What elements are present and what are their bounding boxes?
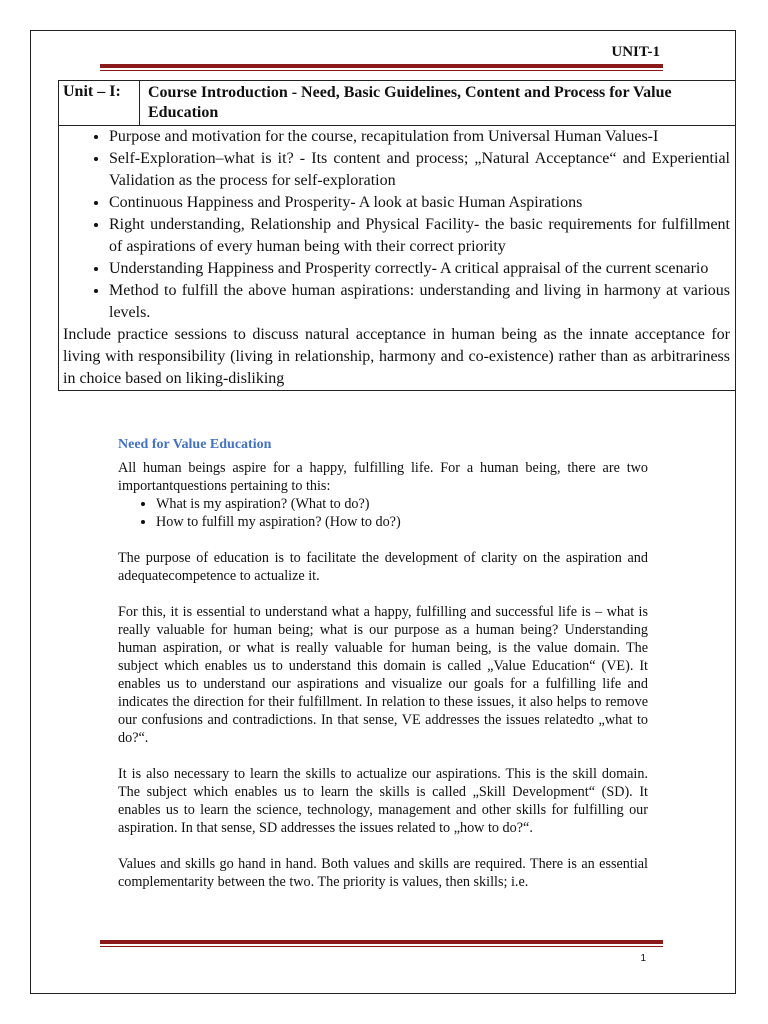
main-content <box>118 436 648 909</box>
unit-title: Course Introduction - Need, Basic Guidelines, Content and Process for Value Education <box>148 84 672 121</box>
topic-item: • Right understanding, Relationship and Physical Facility- the basic requirements for fulfillment of aspirations of every human being with their correct priority <box>109 214 730 258</box>
unit-number: Unit – I: <box>59 81 140 125</box>
paragraph: Values and skills go hand in hand. Both values and skills are required. There is an essential complementarity between the two. The priority is values, then skills; i.e. <box>118 856 648 890</box>
topic-item: • Continuous Happiness and Prosperity- A look at basic Human Aspirations <box>109 192 730 214</box>
syllabus-table <box>58 80 736 391</box>
syllabus-body <box>58 125 736 391</box>
unit-label: UNIT-1 <box>611 44 660 60</box>
topic-item: • Understanding Happiness and Prosperity correctly- A critical appraisal of the current scenario <box>109 258 730 280</box>
footer-rule <box>100 940 663 947</box>
section-heading: Need for Value Education <box>118 437 272 452</box>
question-item: • How to fulfill my aspiration? (How to do?) <box>156 513 648 531</box>
syllabus-header-row <box>58 80 736 125</box>
intro-paragraph: All human beings aspire for a happy, fulfilling life. For a human being, there are two importantquestions pertaining to this: <box>118 460 648 494</box>
paragraph: The purpose of education is to facilitate the development of clarity on the aspiration and adequatecompetence to actualize it. <box>118 550 648 584</box>
paragraph: It is also necessary to learn the skills to actualize our aspirations. This is the skill domain. The subject which enables us to learn the skills is called „Skill Development“ (SD). It enables us to learn the science, technology, management and other skills for fulfilling our aspiration. In that sense, SD addresses the issues related to „how to do?“. <box>118 766 648 836</box>
paragraph: For this, it is essential to understand what a happy, fulfilling and successful life is – what is really valuable for human being; what is our purpose as a human being? Understanding human aspiration, or what is really valuable for human being, is the value domain. The subject which enables us to understand this domain is called „Value Education“ (VE). It enables us to understand our aspirations and visualize our goals for a fulfilling life and indicates the direction for their fulfillment. In relation to these issues, it also helps to remove our confusions and contradictions. In that sense, VE addresses the issues relatedto „what to do?“. <box>118 604 648 746</box>
practice-note: Include practice sessions to discuss natural acceptance in human being as the innate acceptance for living with responsibility (living in relationship, harmony and co-existence) rather than as arbitrariness in choice based on liking-disliking <box>63 326 730 387</box>
topic-item: • Self-Exploration–what is it? - Its content and process; „Natural Acceptance“ and Experiential Validation as the process for self-exploration <box>109 148 730 192</box>
question-list <box>118 495 648 531</box>
question-item: • What is my aspiration? (What to do?) <box>156 495 648 513</box>
page-number: 1 <box>640 953 646 964</box>
topic-item: • Method to fulfill the above human aspirations: understanding and living in harmony at various levels. <box>109 280 730 324</box>
topic-list <box>63 126 730 324</box>
topic-item: • Purpose and motivation for the course, recapitulation from Universal Human Values-I <box>109 126 730 148</box>
header-rule <box>100 64 663 71</box>
